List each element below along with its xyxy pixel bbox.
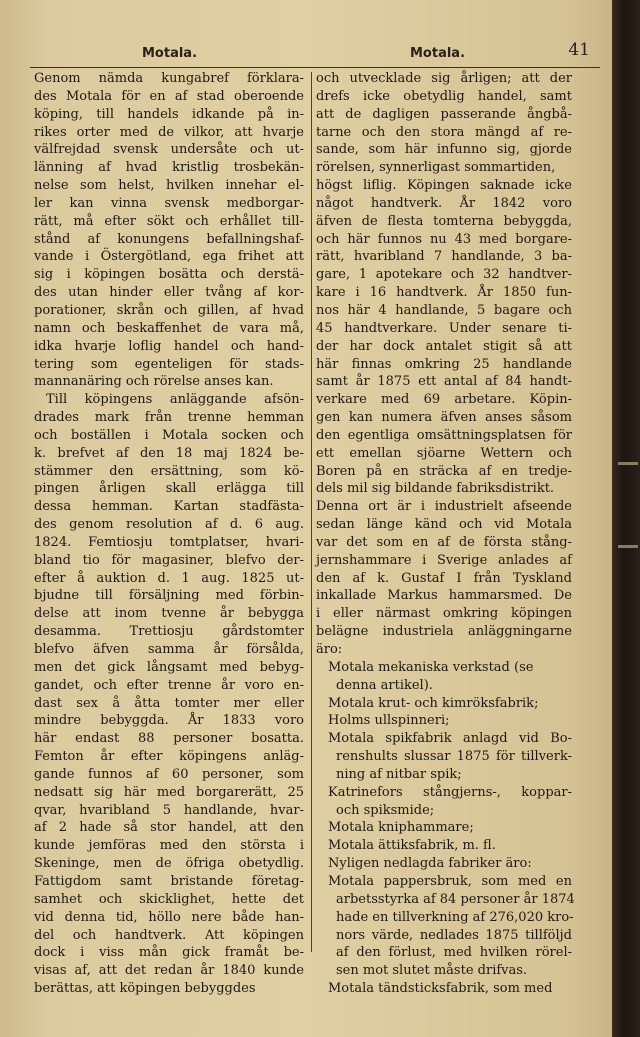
text-line: länning af hvad kristlig trosbekän- — [34, 160, 304, 176]
text-line: Motala kniphammare; — [328, 820, 474, 836]
column-divider — [311, 72, 312, 952]
text-line: drefs icke obetydlig handel, samt — [316, 88, 572, 104]
text-line: delse att inom tvenne år bebygga — [34, 606, 304, 622]
text-line: gen kan numera äfven anses såsom — [316, 410, 572, 426]
text-line: rätt, hvaribland 7 handlande, 3 ba- — [316, 249, 572, 265]
text-line: något handtverk. År 1842 voro — [316, 195, 572, 211]
text-line: samt år 1875 ett antal af 84 handt- — [316, 374, 572, 390]
text-line: i eller närmast omkring köpingen — [316, 606, 572, 622]
text-line: arbetsstyrka af 84 personer år 1874 — [336, 891, 575, 907]
text-line: och här funnos nu 43 med borgare- — [316, 231, 572, 247]
text-line: inkallade Markus hammarsmed. De — [316, 588, 572, 604]
text-line: här endast 88 personer bosatta. — [34, 731, 304, 747]
text-line: gare, 1 apotekare och 32 handtver- — [316, 267, 572, 283]
text-line: desamma. Trettiosju gårdstomter — [34, 624, 304, 640]
text-line: Holms ullspinneri; — [328, 713, 450, 729]
text-line: qvar, hvaribland 5 handlande, hvar- — [34, 802, 304, 818]
text-line: gande funnos af 60 personer, som — [34, 766, 304, 782]
text-line: berättas, att köpingen bebyggdes — [34, 981, 256, 997]
header-rule — [30, 67, 600, 68]
text-line: af 2 hade så stor handel, att den — [34, 820, 304, 836]
text-line: här finnas omkring 25 handlande — [316, 356, 572, 372]
text-line: verkare med 69 arbetare. Köpin- — [316, 392, 572, 408]
text-line: Motala mekaniska verkstad (se — [328, 659, 534, 675]
text-line: dessa hemman. Kartan stadfästa- — [34, 499, 304, 515]
text-line: och utvecklade sig årligen; att der — [316, 71, 572, 86]
text-line: k. brefvet af den 18 maj 1824 be- — [34, 445, 304, 461]
right-column — [316, 70, 575, 997]
text-line: Genom nämda kungabref förklara- — [34, 71, 304, 86]
text-line: denna artikel). — [336, 677, 433, 693]
text-line: nelse som helst, hvilken innehar el- — [34, 178, 304, 194]
text-line: bland tio för magasiner, blefvo der- — [34, 552, 304, 568]
text-line: af den förlust, med hvilken rörel- — [336, 945, 572, 961]
text-line: del och handtverk. Att köpingen — [34, 927, 304, 943]
text-line: Denna ort är i industrielt afseende — [316, 499, 572, 515]
text-line: 45 handtverkare. Under senare ti- — [316, 320, 572, 336]
text-line: Motala spikfabrik anlagd vid Bo- — [328, 731, 572, 747]
text-line: Fattigdom samt bristande företag- — [34, 873, 304, 889]
text-line: visas af, att det redan år 1840 kunde — [34, 963, 304, 979]
text-line: nos här 4 handlande, 5 bagare och — [316, 302, 572, 318]
text-line: blefvo äfven samma år försålda, — [34, 642, 304, 657]
text-line: stämmer den ersättning, som kö- — [34, 463, 304, 479]
text-line: Motala pappersbruk, som med en — [328, 873, 572, 889]
text-line: efter å auktion d. 1 aug. 1825 ut- — [34, 570, 304, 586]
text-line: äfven de flesta tomterna bebyggda, — [316, 213, 572, 229]
text-line: renshults slussar 1875 för tillverk- — [336, 749, 572, 765]
text-line: Femton år efter köpingens anläg- — [34, 749, 304, 765]
text-line: gandet, och efter trenne år voro en- — [34, 677, 304, 693]
text-line: sen mot slutet måste drifvas. — [336, 963, 528, 979]
text-line: sig i köpingen bosätta och derstä- — [34, 267, 304, 283]
spine-marks — [618, 462, 638, 548]
text-line: stånd af konungens befallningshaf- — [34, 231, 304, 247]
text-line: Nyligen nedlagda fabriker äro: — [328, 856, 532, 872]
text-line: Skeninge, men de öfriga obetydlig. — [34, 856, 304, 872]
left-column — [34, 70, 304, 997]
text-line: ning af nitbar spik; — [336, 766, 462, 782]
text-line: högst liflig. Köpingen saknade icke — [316, 178, 572, 194]
text-line: ler kan vinna svensk medborgar- — [34, 195, 304, 211]
text-line: äro: — [316, 642, 343, 657]
text-line: Katrinefors stångjerns-, koppar- — [328, 784, 572, 800]
text-line: 1824. Femtiosju tomtplatser, hvari- — [34, 534, 304, 550]
text-line: tering som egenteligen för stads- — [34, 356, 304, 372]
text-line: välfrejdad svensk undersåte och ut- — [34, 142, 304, 158]
text-line: belägne industriela anläggningarne — [316, 624, 572, 640]
text-line: rätt, må efter sökt och erhållet till- — [34, 213, 304, 229]
text-line: kunde jemföras med den största i — [34, 838, 304, 854]
text-line: sande, som här infunno sig, gjorde — [316, 142, 572, 158]
text-line: kare i 16 handtverk. År 1850 fun- — [316, 285, 572, 301]
text-line: namn och beskaffenhet de vara må, — [34, 320, 304, 336]
text-line: dast sex å åtta tomter mer eller — [34, 695, 304, 711]
text-line: vid denna tid, höllo nere både han- — [34, 909, 304, 925]
text-line: drades mark från trenne hemman — [34, 410, 304, 426]
text-line: jernshammare i Sverige anlades af — [316, 552, 572, 568]
text-line: Motala krut- och kimröksfabrik; — [328, 695, 539, 711]
text-line: des genom resolution af d. 6 aug. — [34, 517, 304, 533]
text-line: och boställen i Motala socken och — [34, 427, 304, 443]
text-line: der har dock antalet stigit så att — [316, 338, 572, 354]
text-line: och spiksmide; — [336, 802, 435, 818]
text-line: dock i viss mån gick framåt be- — [34, 945, 304, 961]
text-line: Motala tändsticksfabrik, som med — [328, 981, 553, 997]
text-line: mindre bebyggda. År 1833 voro — [34, 713, 304, 729]
text-line: bjudne till försäljning med förbin- — [34, 588, 304, 604]
text-line: den af k. Gustaf I från Tyskland — [316, 570, 572, 586]
text-line: men det gick långsamt med bebyg- — [34, 659, 304, 675]
text-line: rikes orter med de vilkor, att hvarje — [34, 124, 304, 140]
text-line: porationer, skrån och gillen, af hvad — [34, 302, 304, 318]
text-line: att de dagligen passerande ångbå- — [316, 106, 572, 122]
page-number: 41 — [568, 40, 590, 60]
text-line: dels mil sig bildande fabriksdistrikt. — [316, 481, 555, 497]
text-line: den egentliga omsättningsplatsen för — [316, 427, 572, 443]
text-line: rörelsen, synnerligast sommartiden, — [316, 160, 556, 176]
running-title-left: Motala. — [142, 46, 198, 61]
page-header — [30, 40, 596, 66]
text-line: var det som en af de första stång- — [316, 534, 572, 550]
text-line: samhet och skicklighet, hette det — [34, 891, 304, 907]
text-line: des Motala för en af stad oberoende — [34, 88, 304, 104]
text-line: köping, till handels idkande på in- — [34, 106, 304, 122]
text-line: hade en tillverkning af 276,020 kro- — [336, 909, 574, 925]
text-line: des utan hinder eller tvång af kor- — [34, 285, 304, 301]
text-line: sedan länge känd och vid Motala — [316, 517, 572, 533]
text-line: pingen årligen skall erlägga till — [34, 481, 304, 497]
text-line: vande i Östergötland, ega frihet att — [34, 249, 304, 265]
text-line: idka hvarje loflig handel och hand- — [34, 338, 304, 354]
text-line: ett emellan sjöarne Wettern och — [316, 445, 572, 461]
text-line: Boren på en sträcka af en tredje- — [316, 463, 572, 479]
text-line: mannanäring och rörelse anses kan. — [34, 374, 274, 390]
text-line: Till köpingens anläggande afsön- — [46, 392, 304, 408]
text-line: nedsatt sig här med borgarerätt, 25 — [34, 784, 304, 800]
text-line: Motala ättiksfabrik, m. fl. — [328, 838, 496, 854]
text-line: tarne och den stora mängd af re- — [316, 124, 572, 140]
text-line: nors värde, nedlades 1875 tillföljd — [336, 927, 572, 943]
running-title-right: Motala. — [410, 46, 466, 61]
